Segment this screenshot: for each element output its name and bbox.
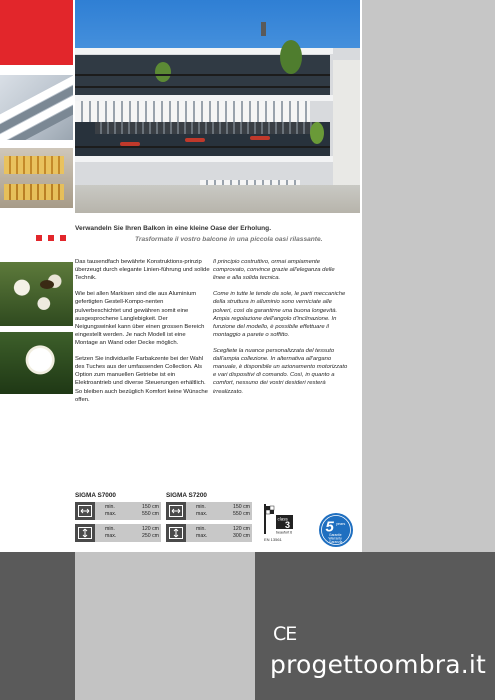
spec-label: max. (196, 533, 208, 539)
spec-value: 300 cm (232, 533, 250, 539)
paragraph: Das tausendfach bewährte Konstruktions-prinzip überzeugt durch elegante Linien-führung und solide Technik. (75, 259, 210, 282)
norm-code: EN 13561 (264, 537, 282, 542)
spec-value: 120 cm (232, 526, 250, 532)
wind-class-label: class (277, 516, 288, 522)
balcony-awning-thumbnail (0, 148, 73, 208)
brand-url[interactable]: progettoombra.it (270, 650, 487, 679)
projection-arrows-icon (166, 524, 186, 542)
warranty-number: 5 (325, 518, 334, 536)
paragraph: Scegliete la nuance personalizzata del tessuto dall'ampia collezione. In alternativa all'argano manuale, è disponibile un azionamento motorizzato e vari dispositivi di comando. Così, in quanto a comfort, nessuno dei vostri desideri resterà irrealizzato. (213, 348, 348, 395)
paragraph: Come in tutte le tende da sole, le parti meccaniche della struttura in alluminio sono verniciate alle polveri, così da garantirne una buona longevità. Ampia regolazione dell'angolo d'inclinazione. In funzione del modello, è possibile effettuare il montaggio a parete o soffitto. (213, 291, 346, 338)
paragraph: Wie bei allen Markisen sind die aus Aluminium gefertigten Gestell-Kompo-nenten pulverbeschichtet und gewähren somit eine ausgesprochene Langlebigkeit. Der Neigungswinkel kann über einen grossen Bereich eingestellt werden. Je nach Modell ist eine Montage an Wand oder Decke möglich. (75, 291, 205, 346)
bee-icon (40, 280, 54, 289)
white-flower-thumbnail (0, 332, 73, 394)
spec-projection-s7200 (166, 524, 252, 542)
spec-value: 150 cm (141, 504, 159, 510)
spec-value: 550 cm (141, 511, 159, 517)
spec-label: min. (196, 504, 206, 510)
spec-value: 150 cm (232, 504, 250, 510)
ce-mark-icon: CE (273, 623, 297, 645)
spec-width-s7000 (75, 502, 161, 520)
warranty-years: years (336, 522, 346, 526)
paragraph: Setzen Sie individuelle Farbakzente bei der Wahl des Tuches aus der umfassenden Collection. Als Option zum manuellen Getriebe ist ein Elektroantrieb und diverse Steuerungen erhältlich. So bleiben auch bezüglich Komfort keine Wünsche offen. (75, 356, 208, 403)
wind-class-sub: beaufort 6 (276, 530, 293, 535)
spec-label: min. (196, 526, 206, 532)
spec-label: max. (105, 511, 117, 517)
footer-grey-middle (75, 552, 255, 700)
warranty-5-years-badge (318, 512, 354, 548)
red-accent-block (0, 0, 73, 65)
awning-detail-thumbnail (0, 75, 73, 140)
warranty-text-de: Garantie (329, 533, 342, 537)
spec-label: max. (105, 533, 117, 539)
width-arrows-icon (75, 502, 95, 520)
wind-class-number: 3 (285, 520, 291, 530)
wind-class-badge (264, 503, 294, 535)
warranty-text-en: Warranty (328, 536, 342, 541)
spec-value: 250 cm (141, 533, 159, 539)
side-grey-bar (362, 0, 495, 552)
red-bullet-squares (36, 228, 72, 234)
body-italian-column (213, 258, 348, 404)
spec-label: min. (105, 526, 115, 532)
width-arrows-icon (166, 502, 186, 520)
headline-italian: Trasformate il vostro balcone in una piccola oasi rilassante. (135, 236, 323, 243)
model-title-s7200: SIGMA S7200 (166, 492, 207, 499)
headline-german: Verwandeln Sie Ihren Balkon in eine kleine Oase der Erholung. (75, 225, 272, 232)
hero-building-photo (75, 0, 360, 213)
spec-width-s7200 (166, 502, 252, 520)
spec-projection-s7000 (75, 524, 161, 542)
flowers-bee-thumbnail (0, 262, 73, 326)
spec-value: 120 cm (141, 526, 159, 532)
warranty-text-it: Garanzia (329, 540, 343, 544)
footer-dark-left (0, 552, 75, 700)
paragraph: Il principio costruttivo, ormai ampiamente comprovato, convince grazie all'eleganza delle linee e alla solida tecnica. (213, 259, 335, 282)
projection-arrows-icon (75, 524, 95, 542)
spec-value: 550 cm (232, 511, 250, 517)
model-title-s7000: SIGMA S7000 (75, 492, 116, 499)
spec-label: min. (105, 504, 115, 510)
body-german-column (75, 258, 210, 412)
spec-label: max. (196, 511, 208, 517)
